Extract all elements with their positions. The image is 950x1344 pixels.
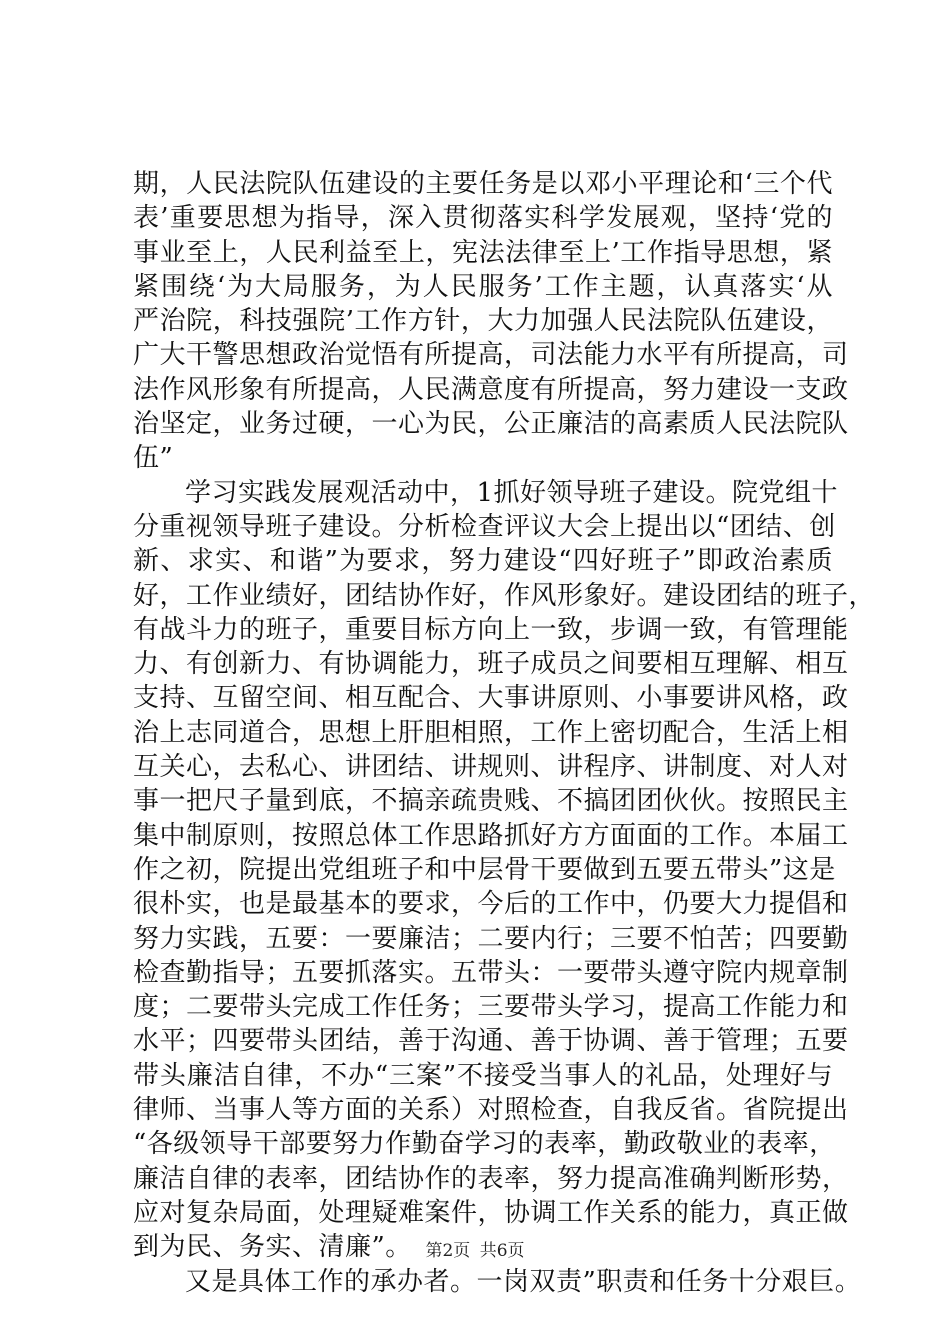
text-line: 集中制原则，按照总体工作思路抓好方方面面的工作。本届工 — [133, 820, 849, 851]
text-line: 好，工作业绩好，团结协作好，作风形象好。建设团结的班子， — [133, 580, 876, 611]
text-line: 紧围绕‘为大局服务，为人民服务’工作主题，认真落实‘从 — [133, 271, 833, 302]
text-line: 伍” — [133, 443, 174, 474]
text-line: 度；二要带头完成工作任务；三要带头学习，提高工作能力和 — [133, 992, 849, 1023]
text-line: 到为民、务实、清廉”。 — [133, 1232, 412, 1263]
text-line: 支持、互留空间、相互配合、大事讲原则、小事要讲风格，政 — [133, 683, 849, 714]
text-line: 有战斗力的班子，重要目标方向上一致，步调一致，有管理能 — [133, 614, 849, 645]
text-line: 期，人民法院队伍建设的主要任务是以邓小平理论和‘三个代 — [133, 169, 833, 199]
text-line: 作之初，院提出党组班子和中层骨干要做到五要五带头”这是 — [133, 854, 836, 885]
text-line: 水平；四要带头团结，善于沟通、善于协调、善于管理；五要 — [133, 1026, 849, 1057]
text-line: 分重视领导班子建设。分析检查评议大会上提出以“团结、创 — [133, 511, 836, 542]
text-line: 治上志同道合，思想上肝胆相照，工作上密切配合，生活上相 — [133, 717, 849, 748]
text-line: 应对复杂局面，处理疑难案件，协调工作关系的能力，真正做 — [133, 1197, 849, 1228]
text-line: 法作风形象有所提高，人民满意度有所提高，努力建设一支政 — [133, 374, 849, 405]
text-line: 互关心，去私心、讲团结、讲规则、讲程序、讲制度、对人对 — [133, 752, 849, 783]
text-line: 带头廉洁自律，不办“三案”不接受当事人的礼品，处理好与 — [133, 1060, 833, 1091]
text-line: 力、有创新力、有协调能力，班子成员之间要相互理解、相互 — [133, 649, 849, 680]
text-line: 治坚定，业务过硬，一心为民，公正廉洁的高素质人民法院队 — [133, 409, 849, 440]
text-line: 律师、当事人等方面的关系）对照检查，自我反省。省院提出 — [133, 1095, 849, 1126]
text-line: 事业至上，人民利益至上，宪法法律至上’工作指导思想，紧 — [133, 237, 833, 268]
page-number: 第2页 — [425, 1241, 471, 1261]
text-line: 又是具体工作的承办者。一岗双责”职责和任务十分艰巨。 — [185, 1266, 862, 1297]
document-body — [133, 167, 876, 1299]
text-line: 严治院，科技强院’工作方针，大力加强人民法院队伍建设， — [133, 306, 833, 337]
page-total: 共6页 — [479, 1241, 525, 1261]
text-line: 廉洁自律的表率，团结协作的表率，努力提高准确判断形势， — [133, 1163, 849, 1194]
text-line: 学习实践发展观活动中，1抓好领导班子建设。院党组十 — [185, 477, 839, 508]
text-line: 广大干警思想政治觉悟有所提高，司法能力水平有所提高，司 — [133, 340, 849, 371]
text-line: 检查勤指导；五要抓落实。五带头：一要带头遵守院内规章制 — [133, 957, 849, 988]
text-line: 表’重要思想为指导，深入贯彻落实科学发展观，坚持‘党的 — [133, 203, 833, 234]
text-line: “各级领导干部要努力作勤奋学习的表率，勤政敬业的表率， — [133, 1129, 836, 1160]
text-line: 事一把尺子量到底，不搞亲疏贵贱、不搞团团伙伙。按照民主 — [133, 786, 849, 817]
text-line: 新、求实、和谐”为要求，努力建设“四好班子”即政治素质 — [133, 546, 833, 577]
page-footer — [0, 1236, 950, 1261]
text-line: 努力实践，五要：一要廉洁；二要内行；三要不怕苦；四要勤 — [133, 923, 849, 954]
text-line: 很朴实，也是最基本的要求，今后的工作中，仍要大力提倡和 — [133, 889, 849, 920]
